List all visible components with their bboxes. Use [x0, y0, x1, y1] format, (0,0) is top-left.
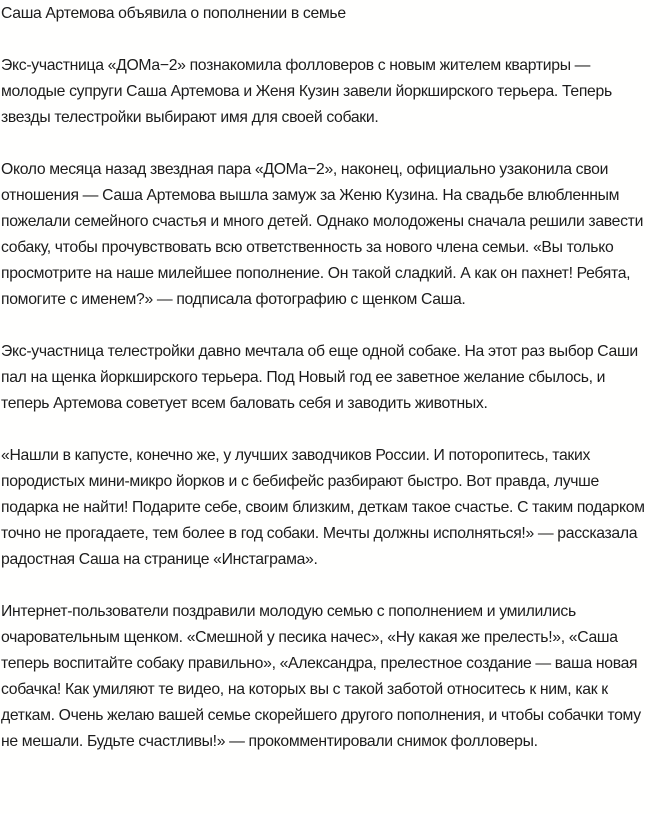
article-paragraph-2: Экс-участница телестройки давно мечтала об еще одной собаке. На этот раз выбор Саши пал на щенка йоркширского терьера. Под Новый год ее заветное желание сбылось, и теперь Артемова советует всем баловать себя и заводить животных.: [1, 343, 638, 412]
article-paragraph-3: «Нашли в капусте, конечно же, у лучших заводчиков России. И поторопитесь, таких породистых мини-микро йорков и с бебифейс разбирают быстро. Вот правда, лучше подарка не найти! Подарите себе, своим близким, деткам такое счастье. С таким подарком точно не прогадаете, тем более в год собаки. Мечты должны исполняться!» — рассказала радостная Саша на странице «Инстаграма».: [1, 447, 645, 568]
article-paragraph-lead: Экс-участница «ДОМа−2» познакомила фолловеров с новым жителем квартиры — молодые супруги Саша Артемова и Женя Кузин завели йоркширского терьера. Теперь звезды телестройки выбирают имя для своей собаки.: [1, 57, 612, 126]
page-title: Саша Артемова объявила о пополнении в семье: [1, 5, 346, 22]
article-paragraph-4: Интернет-пользователи поздравили молодую семью с пополнением и умилились очаровательным щенком. «Смешной у песика начес», «Ну какая же прелесть!», «Саша теперь воспитайте собаку правильно», «Александра, прелестное создание — ваша новая собачка! Как умиляют те видео, на которых вы с такой заботой относитесь к ним, как к деткам. Очень желаю вашей семье скорейшего другого пополнения, и чтобы собачки тому не мешали. Будьте счастливы!» — прокомментировали снимок фолловеры.: [1, 603, 641, 750]
article-paragraph-1: Около месяца назад звездная пара «ДОМа−2», наконец, официально узаконила свои отношения — Саша Артемова вышла замуж за Женю Кузина. На свадьбе влюбленным пожелали семейного счастья и много детей. Однако молодожены сначала решили завести собаку, чтобы прочувствовать всю ответственность за нового члена семьи. «Вы только просмотрите на наше милейшее пополнение. Он такой сладкий. А как он пахнет! Ребята, помогите с именем?» — подписала фотографию с щенком Саша.: [1, 161, 644, 308]
